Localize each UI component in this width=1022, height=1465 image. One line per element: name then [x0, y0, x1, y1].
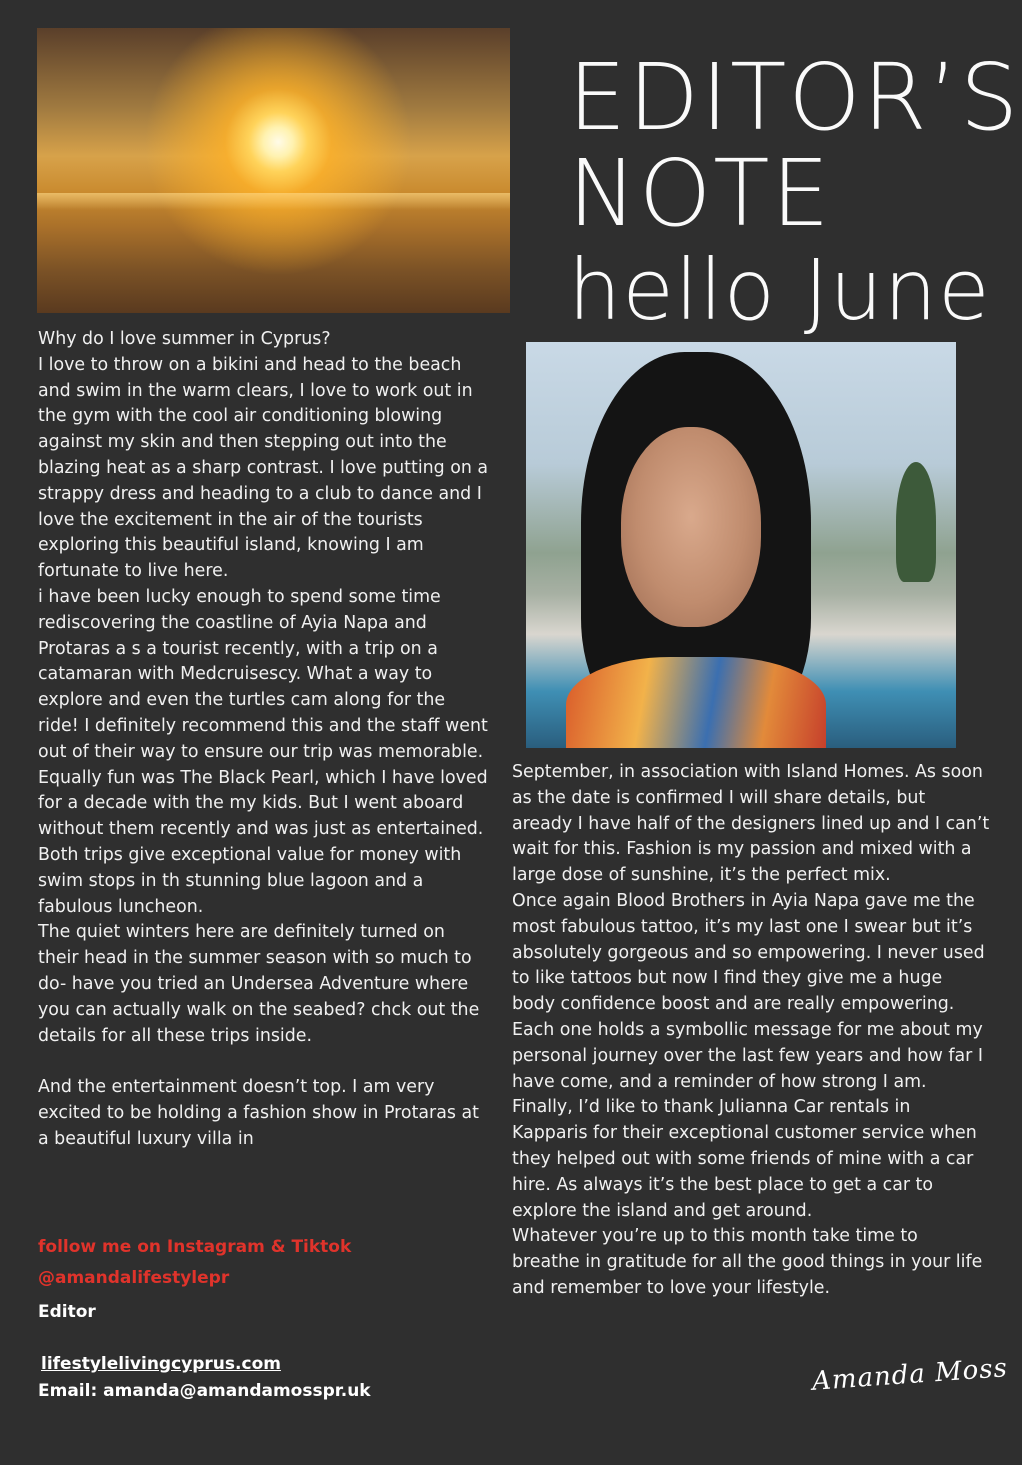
sunset-horizon	[37, 193, 510, 210]
paragraph: I love to throw on a bikini and head to the beach and swim in the warm clears, I love to work out in the gym with the cool air conditioning blowing against my skin and then stepping out into the blazing heat as a sharp contrast. I love putting on a strappy dress and heading to a club to dance and I love the excitement in the air of the tourists exploring this beautiful island, knowing I am fortunate to live here.	[38, 354, 489, 582]
title-line-hello-june: hello June	[568, 241, 991, 339]
portrait-dress	[566, 657, 826, 748]
paragraph: i have been lucky enough to spend some time rediscovering the coastline of Ayia Napa and Protaras a s a tourist recently, with a trip on a catamaran with Medcruisescy. What a way to explore and even the turtles cam along for the ride! I definitely recommend this and the staff went out of their way to ensure our trip was memorable. Equally fun was The Black Pearl, which I have loved for a decade with the my kids. But I went aboard without them recently and was just as entertained. Both trips give exceptional value for money with swim stops in th stunning blue lagoon and a fabulous luncheon.	[38, 586, 488, 917]
paragraph: The quiet winters here are definitely turned on their head in the summer season with so much to do- have you tried an Undersea Adventure where you can actually walk on the seabed? chck out the details for all these trips inside.	[38, 922, 480, 1046]
paragraph: Finally, I’d like to thank Julianna Car rentals in Kapparis for their exceptional customer service when they helped out with some friends of mine with a car hire. As always it’s the best place to get a car to explore the island and get around.	[512, 1097, 977, 1221]
page-title	[568, 44, 1021, 339]
left-text-column	[38, 327, 490, 1153]
paragraph: And the entertainment doesn’t top. I am very excited to be holding a fashion show in Protaras at a beautiful luxury villa in	[38, 1077, 479, 1149]
editor-portrait-photo	[526, 342, 956, 748]
paragraph: Once again Blood Brothers in Ayia Napa gave me the most fabulous tattoo, it’s my last one I swear but it’s absolutely gorgeous and so empowering. I never used to like tattoos but now I find they give me a huge body confidence boost and are really empowering. Each one holds a symbollic message for me about my personal journey over the last few years and how far I have come, and a reminder of how strong I am.	[512, 890, 985, 1092]
social-handle-link[interactable]: @amandalifestylepr	[38, 1268, 230, 1288]
paragraph: Whatever you’re up to this month take time to breathe in gratitude for all the good things in your life and remember to love your lifestyle.	[512, 1226, 983, 1298]
sunset-photo	[37, 28, 510, 313]
paragraph: September, in association with Island Homes. As soon as the date is confirmed I will share details, but aready I have half of the designers lined up and I can’t wait for this. Fashion is my passion and mixed with a large dose of sunshine, it’s the perfect mix.	[512, 762, 990, 886]
title-line-editors: EDITOR’S	[568, 44, 1021, 151]
title-line-note: NOTE	[568, 140, 832, 247]
email-contact[interactable]: Email: amanda@amandamosspr.uk	[38, 1381, 371, 1401]
portrait-face	[621, 427, 761, 627]
editor-label: Editor	[38, 1302, 96, 1322]
right-text-column	[512, 760, 990, 1302]
paragraph: Why do I love summer in Cyprus?	[38, 329, 331, 349]
website-link[interactable]: lifestylelivingcyprus.com	[41, 1354, 281, 1374]
social-follow-text: follow me on Instagram & Tiktok	[38, 1237, 352, 1257]
signature: Amanda Moss	[811, 1353, 1009, 1397]
portrait-tree	[896, 462, 936, 582]
